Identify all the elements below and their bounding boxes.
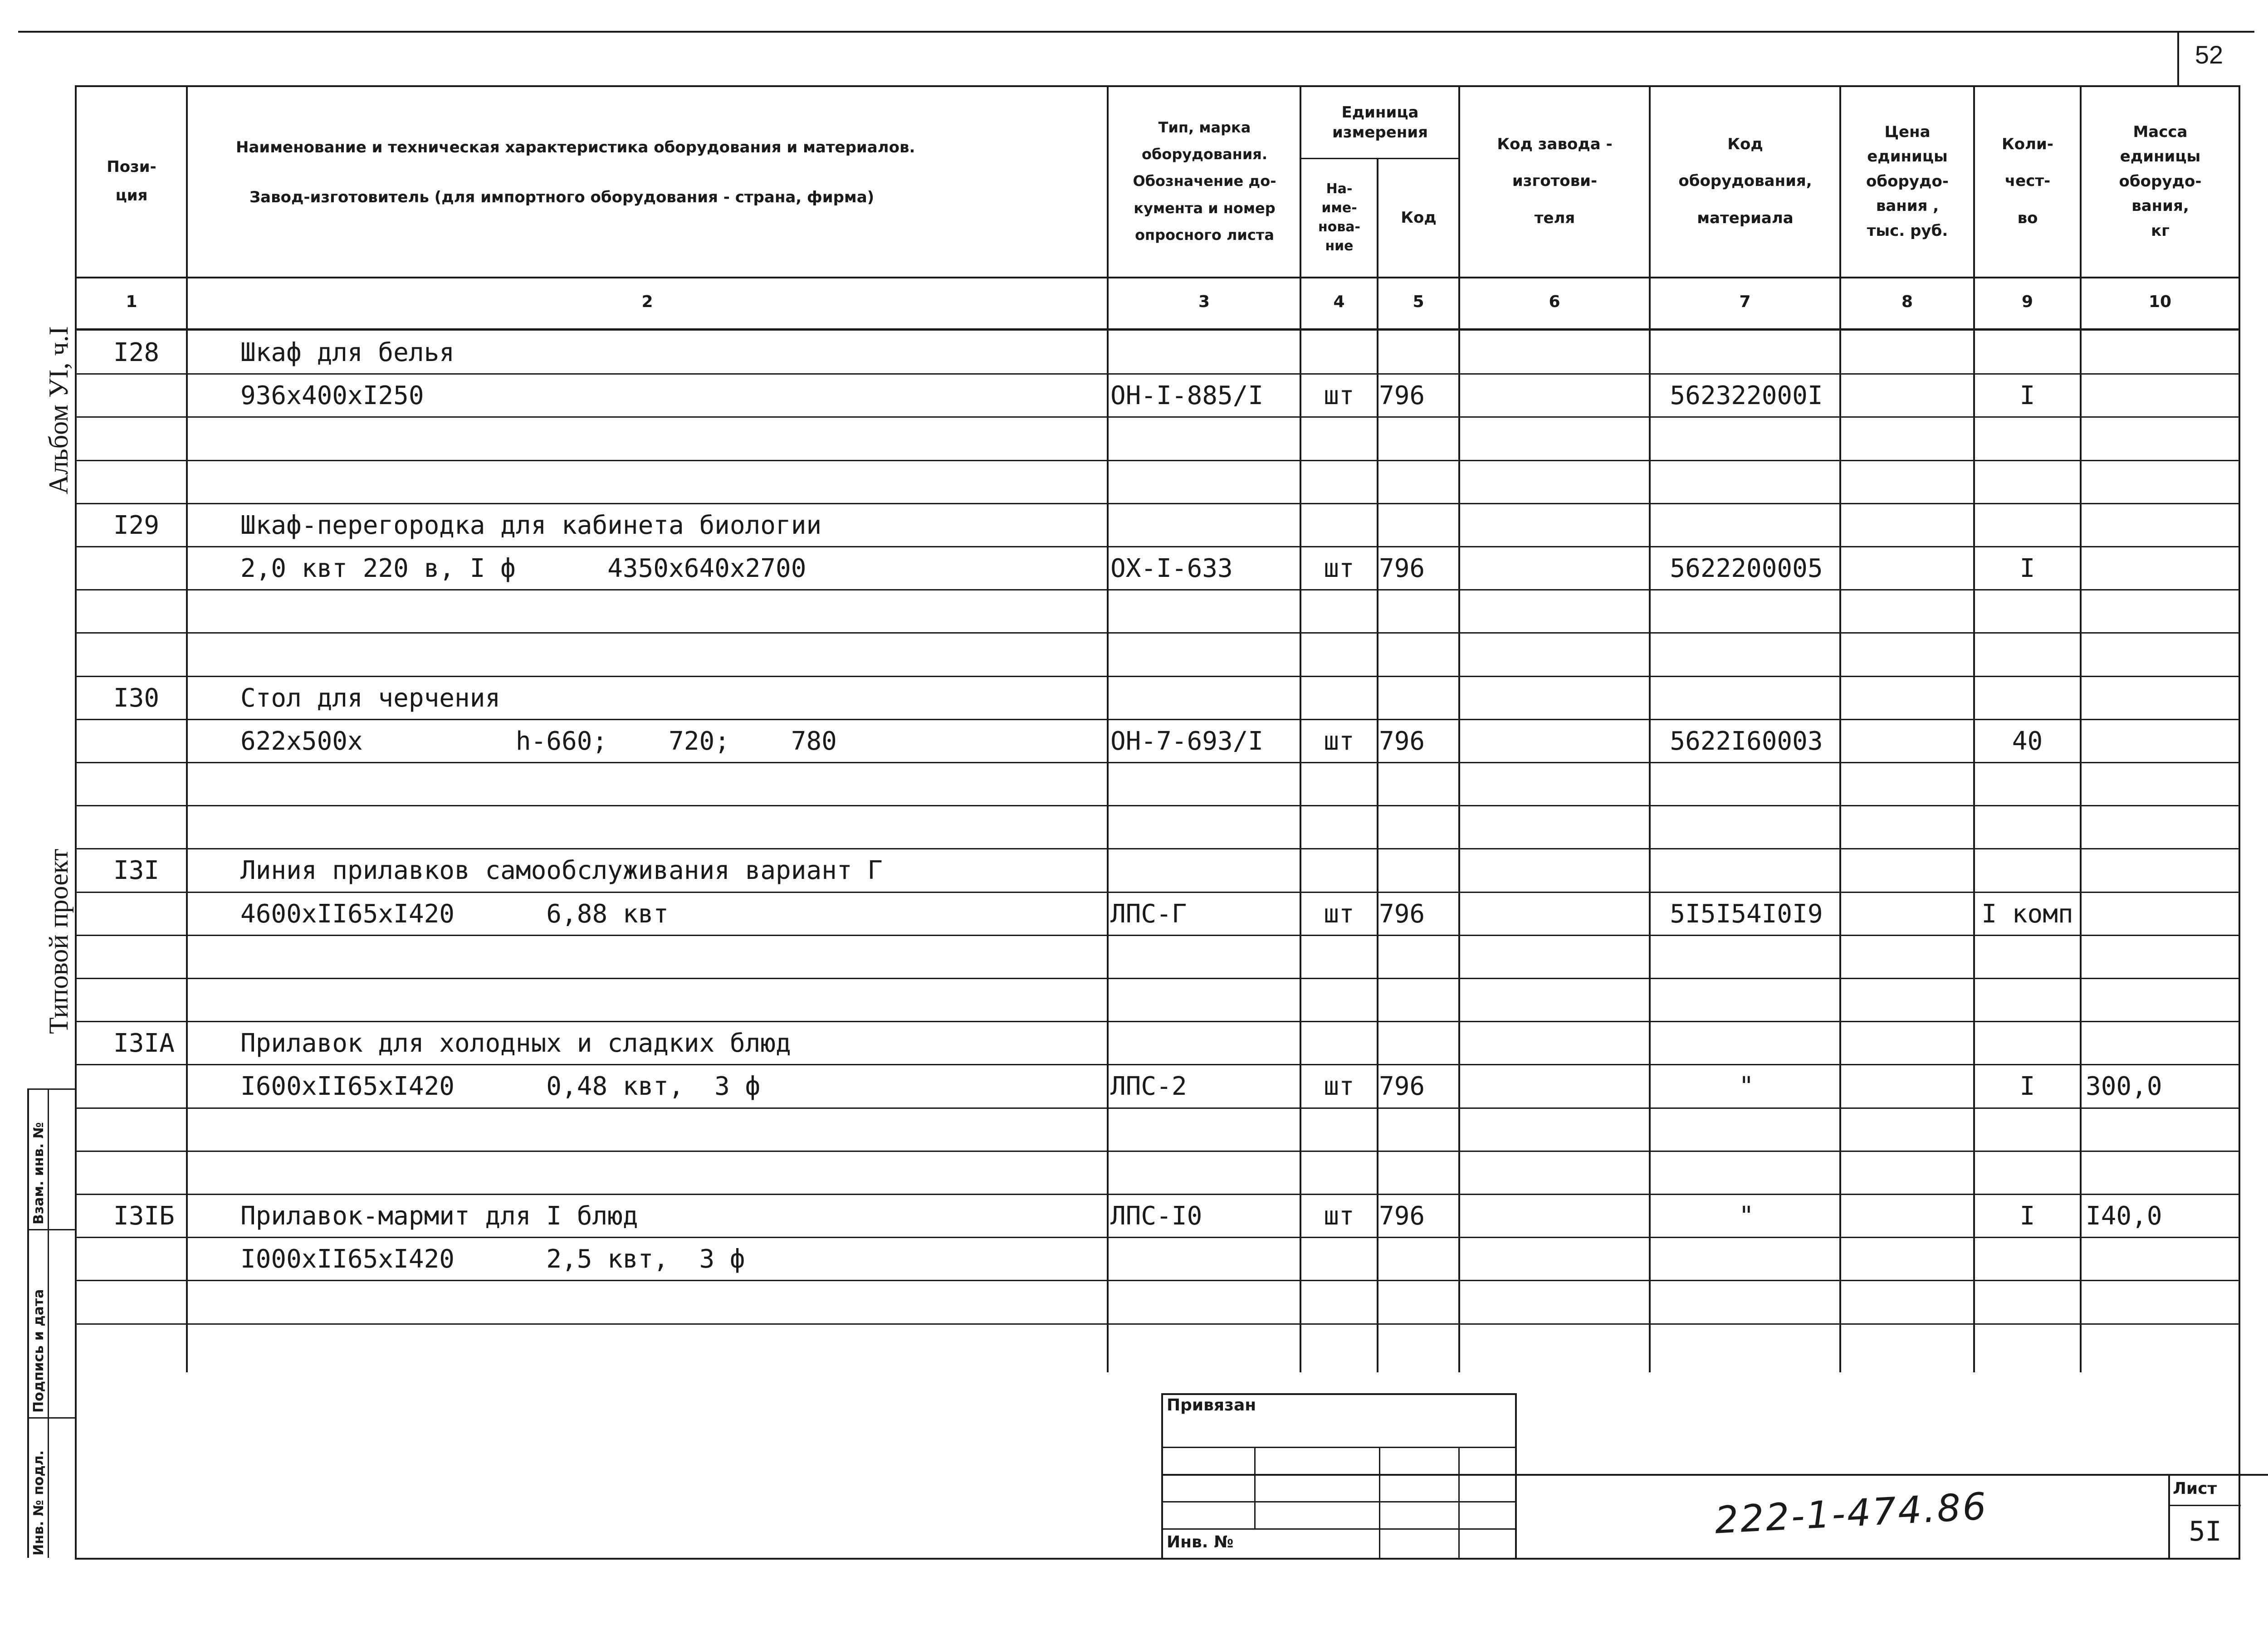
- cell-name: Стол для черчения: [240, 683, 501, 713]
- row-line: [75, 373, 2240, 375]
- col-num-5: 5: [1413, 293, 1424, 311]
- cell-pos: I28: [113, 338, 160, 367]
- document-code: 222-1-474.86: [1713, 1485, 1989, 1542]
- margin-strip-sep1: [27, 1229, 75, 1230]
- col-sep-5: [1458, 85, 1460, 1372]
- page-number: 52: [2195, 40, 2224, 69]
- col-sep-9: [2080, 85, 2082, 1372]
- list-number: 5I: [2189, 1516, 2222, 1547]
- cell-name: 936x400xI250: [240, 381, 424, 410]
- cell-name: Шкаф-перегородка для кабинета биологии: [240, 511, 822, 540]
- row-line: [75, 1151, 2240, 1152]
- col-sep-6: [1649, 85, 1651, 1372]
- cell-mass: I40,0: [2086, 1201, 2162, 1231]
- row-line: [75, 1194, 2240, 1195]
- header-type: Тип, марка оборудования. Обозначение до- кумента и номер опросного листа: [1133, 119, 1276, 244]
- unit-group-line: [1300, 158, 1458, 159]
- cell-type: ЛПС-I0: [1110, 1201, 1202, 1231]
- cell-qty: I: [2019, 381, 2035, 410]
- cell-equip-code: ": [1739, 1072, 1754, 1101]
- header-name-line2: Завод-изготовитель (для импортного оборудования - страна, фирма): [249, 188, 875, 206]
- cell-name: Прилавок-мармит для I блюд: [240, 1201, 638, 1231]
- header-name-line1: Наименование и техническая характеристика оборудования и материалов.: [236, 138, 915, 156]
- cell-unit: шт: [1324, 727, 1354, 756]
- row-line: [75, 1323, 2240, 1325]
- header-unit-group: Единица измерения: [1332, 103, 1428, 141]
- col-sep-4: [1377, 158, 1378, 1372]
- cell-type: ОН-7-693/I: [1110, 727, 1264, 756]
- col-num-10: 10: [2148, 293, 2172, 311]
- stamp-row-3: [1161, 1501, 1515, 1502]
- row-line: [75, 1064, 2240, 1065]
- cell-code: 796: [1379, 1201, 1425, 1231]
- cell-mass: 300,0: [2086, 1072, 2162, 1101]
- list-label: Лист: [2173, 1479, 2217, 1498]
- cell-qty: I: [2019, 1072, 2035, 1101]
- stamp-col-3: [1458, 1447, 1460, 1558]
- inv-label: Инв. №: [1167, 1533, 1234, 1551]
- cell-name: Прилавок для холодных и сладких блюд: [240, 1029, 791, 1058]
- cell-code: 796: [1379, 554, 1425, 583]
- cell-unit: шт: [1324, 554, 1354, 583]
- cell-pos: I3IА: [113, 1029, 175, 1058]
- header-mass: Масса единицы оборудо- вания, кг: [2119, 123, 2202, 240]
- cell-code: 796: [1379, 899, 1425, 929]
- table-right-border: [2239, 85, 2240, 1558]
- row-line: [75, 1280, 2240, 1281]
- col-num-3: 3: [1198, 293, 1210, 311]
- header-top-line: [75, 85, 2240, 87]
- col-sep-7: [1839, 85, 1841, 1372]
- cell-qty: I: [2019, 554, 2035, 583]
- margin-strip-sep2: [27, 1417, 75, 1419]
- header-equip-code: Код оборудования, материала: [1678, 135, 1812, 227]
- row-line: [75, 546, 2240, 547]
- vzam-label: Взам. инв. №: [31, 1122, 47, 1224]
- col-num-1: 1: [126, 293, 137, 311]
- podpis-label: Подпись и дата: [31, 1289, 47, 1413]
- row-line: [75, 935, 2240, 936]
- header-unit-code: Код: [1401, 208, 1437, 227]
- cell-type: ЛПС-Г: [1110, 899, 1187, 929]
- stamp-col-2: [1379, 1447, 1380, 1558]
- list-box-sep: [2168, 1505, 2241, 1506]
- cell-pos: I3IБ: [113, 1201, 175, 1231]
- row-line: [75, 632, 2240, 634]
- cell-qty: 40: [2012, 727, 2043, 756]
- cell-name: I600xII65xI420 0,48 квт, 3 ф: [240, 1072, 761, 1101]
- cell-equip-code: ": [1739, 1201, 1754, 1231]
- row-line: [75, 805, 2240, 806]
- stamp-col-1: [1254, 1447, 1256, 1528]
- table-left-border: [75, 85, 77, 1558]
- col-num-7: 7: [1739, 293, 1751, 311]
- header-price: Цена единицы оборудо- вания , тыс. руб.: [1866, 123, 1949, 240]
- header-maker-code: Код завода - изготови- теля: [1497, 135, 1613, 227]
- row-line: [75, 1237, 2240, 1238]
- binding-label: Привязан: [1167, 1396, 1256, 1415]
- row-line: [75, 719, 2240, 720]
- row-line: [75, 848, 2240, 849]
- cell-unit: шт: [1324, 381, 1354, 410]
- row-line: [75, 503, 2240, 504]
- cell-pos: I29: [113, 511, 160, 540]
- header-position: Пози- ция: [107, 158, 156, 205]
- row-line: [75, 762, 2240, 763]
- stamp-row-1: [1161, 1447, 1515, 1448]
- col-sep-2: [1107, 85, 1109, 1372]
- cell-equip-code: 5622200005: [1670, 554, 1823, 583]
- stamp-row-2: [1161, 1474, 2268, 1476]
- col-num-6: 6: [1549, 293, 1560, 311]
- table-bottom-line: [75, 1558, 2240, 1560]
- project-label: Типовой проект: [44, 849, 73, 1034]
- header-bottom-line: [75, 277, 2240, 278]
- row-line: [75, 676, 2240, 677]
- stamp-row-4: [1161, 1528, 1515, 1530]
- cell-equip-code: 562322000I: [1670, 381, 1823, 410]
- row-line: [75, 892, 2240, 893]
- cell-unit: шт: [1324, 1072, 1354, 1101]
- cell-unit: шт: [1324, 1201, 1354, 1231]
- cell-pos: I30: [113, 683, 160, 713]
- page-box-left: [2177, 32, 2179, 85]
- row-line: [75, 1021, 2240, 1022]
- cell-name: I000xII65xI420 2,5 квт, 3 ф: [240, 1244, 745, 1274]
- cell-code: 796: [1379, 727, 1425, 756]
- margin-strip-left: [27, 1088, 29, 1558]
- cell-equip-code: 5I5I54I0I9: [1670, 899, 1823, 929]
- col-num-4: 4: [1333, 293, 1345, 311]
- margin-strip-top: [27, 1088, 75, 1090]
- row-line: [75, 589, 2240, 590]
- cell-name: 2,0 квт 220 в, I ф 4350x640x2700: [240, 554, 807, 583]
- cell-qty: I: [2019, 1201, 2035, 1231]
- cell-name: 622x500x h-660; 720; 780: [240, 727, 837, 756]
- cell-type: ОХ-I-633: [1110, 554, 1233, 583]
- row-line: [75, 460, 2240, 461]
- cell-unit: шт: [1324, 899, 1354, 929]
- header-qty: Коли- чест- во: [2002, 135, 2053, 227]
- header-unit-name: На- име- нова- ние: [1318, 181, 1361, 254]
- stamp-top: [1161, 1393, 1515, 1395]
- cell-equip-code: 5622I60003: [1670, 727, 1823, 756]
- margin-strip-mid: [48, 1088, 49, 1558]
- cell-name: 4600xII65xI420 6,88 квт: [240, 899, 669, 929]
- row-line: [75, 978, 2240, 979]
- cell-type: ЛПС-2: [1110, 1072, 1187, 1101]
- top-border-line: [18, 31, 2254, 33]
- col-num-2: 2: [641, 293, 653, 311]
- cell-code: 796: [1379, 1072, 1425, 1101]
- row-line: [75, 1107, 2240, 1109]
- column-number-line: [75, 328, 2240, 331]
- album-label: Альбом УI, ч.I: [44, 326, 73, 494]
- cell-pos: I3I: [113, 856, 160, 885]
- cell-name: Линия прилавков самообслуживания вариант Г: [240, 856, 883, 885]
- col-num-8: 8: [1901, 293, 1913, 311]
- cell-type: ОН-I-885/I: [1110, 381, 1264, 410]
- cell-code: 796: [1379, 381, 1425, 410]
- col-sep-1: [186, 85, 188, 1372]
- col-num-9: 9: [2021, 293, 2033, 311]
- row-line: [75, 416, 2240, 418]
- cell-qty: I комп: [1981, 899, 2073, 929]
- cell-name: Шкаф для белья: [240, 338, 455, 367]
- inv-podl-label: Инв. № подл.: [31, 1450, 47, 1556]
